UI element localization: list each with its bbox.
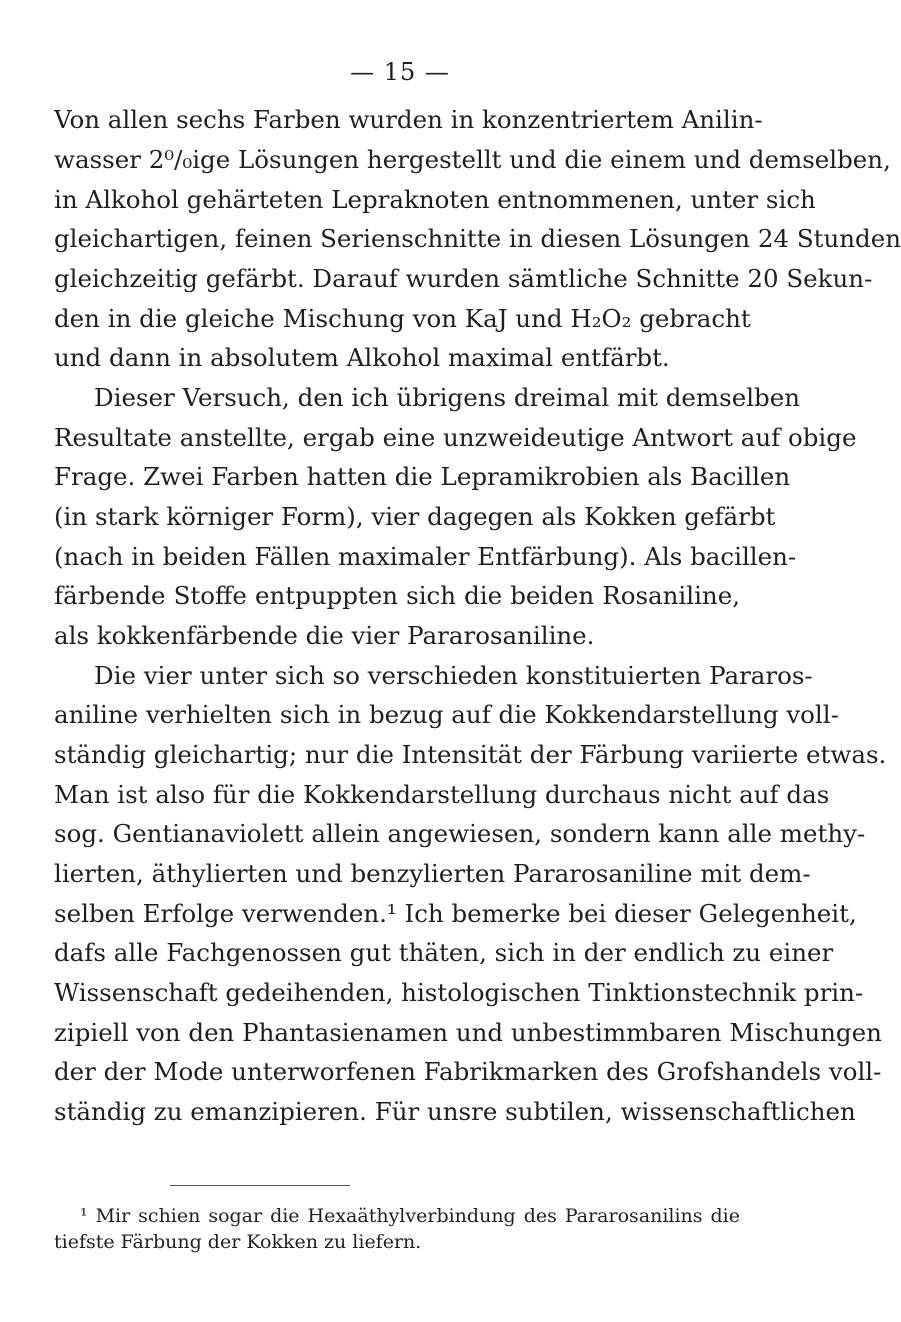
body-line: ständig zu emanzipieren. Für unsre subtilen, wissenschaftlichen — [54, 1097, 856, 1126]
body-line: Dieser Versuch, den ich übrigens dreimal mit demselben — [94, 383, 801, 412]
body-line: Von allen sechs Farben wurden in konzentriertem Anilin- — [54, 105, 763, 134]
body-line: und dann in absolutem Alkohol maximal entfärbt. — [54, 343, 670, 372]
footnote-line: ¹ Mir schien sogar die Hexaäthylverbindung des Pararosanilins die — [80, 1205, 740, 1227]
body-line: färbende Stoffe entpuppten sich die beiden Rosaniline, — [54, 581, 740, 610]
body-line: ständig gleichartig; nur die Intensität der Färbung variierte etwas. — [54, 740, 887, 769]
page-number: — 15 — — [350, 58, 450, 86]
body-line: wasser 2⁰/₀ige Lösungen hergestellt und die einem und demselben, — [54, 145, 891, 174]
body-line: gleichartigen, feinen Serienschnitte in diesen Lösungen 24 Stunden — [54, 224, 901, 253]
body-line: Man ist also für die Kokkendarstellung durchaus nicht auf das — [54, 780, 830, 809]
body-line: aniline verhielten sich in bezug auf die Kokkendarstellung voll- — [54, 700, 839, 729]
body-line: Frage. Zwei Farben hatten die Lepramikrobien als Bacillen — [54, 462, 791, 491]
body-line: (nach in beiden Fällen maximaler Entfärbung). Als bacillen- — [54, 542, 797, 571]
footnote-divider — [170, 1185, 350, 1186]
footnote-line: tiefste Färbung der Kokken zu liefern. — [54, 1231, 422, 1253]
body-line: dafs alle Fachgenossen gut thäten, sich in der endlich zu einer — [54, 938, 834, 967]
body-line: selben Erfolge verwenden.¹ Ich bemerke bei dieser Gelegenheit, — [54, 899, 857, 928]
body-line: Die vier unter sich so verschieden konstituierten Pararos- — [94, 661, 813, 690]
body-line: Resultate anstellte, ergab eine unzweideutige Antwort auf obige — [54, 423, 857, 452]
body-line: den in die gleiche Mischung von KaJ und H₂O₂ gebracht — [54, 304, 751, 333]
body-line: (in stark körniger Form), vier dagegen als Kokken gefärbt — [54, 502, 776, 531]
body-line: Wissenschaft gedeihenden, histologischen Tinktionstechnik prin- — [54, 978, 864, 1007]
body-line: sog. Gentianaviolett allein angewiesen, sondern kann alle methy- — [54, 819, 866, 848]
body-line: in Alkohol gehärteten Lepraknoten entnommenen, unter sich — [54, 185, 816, 214]
body-line: gleichzeitig gefärbt. Darauf wurden sämtliche Schnitte 20 Sekun- — [54, 264, 873, 293]
body-line: zipiell von den Phantasienamen und unbestimmbaren Mischungen — [54, 1018, 882, 1047]
body-line: der der Mode unterworfenen Fabrikmarken des Grofshandels voll- — [54, 1057, 882, 1086]
body-line: lierten, äthylierten und benzylierten Pararosaniline mit dem- — [54, 859, 811, 888]
body-line: als kokkenfärbende die vier Pararosaniline. — [54, 621, 595, 650]
